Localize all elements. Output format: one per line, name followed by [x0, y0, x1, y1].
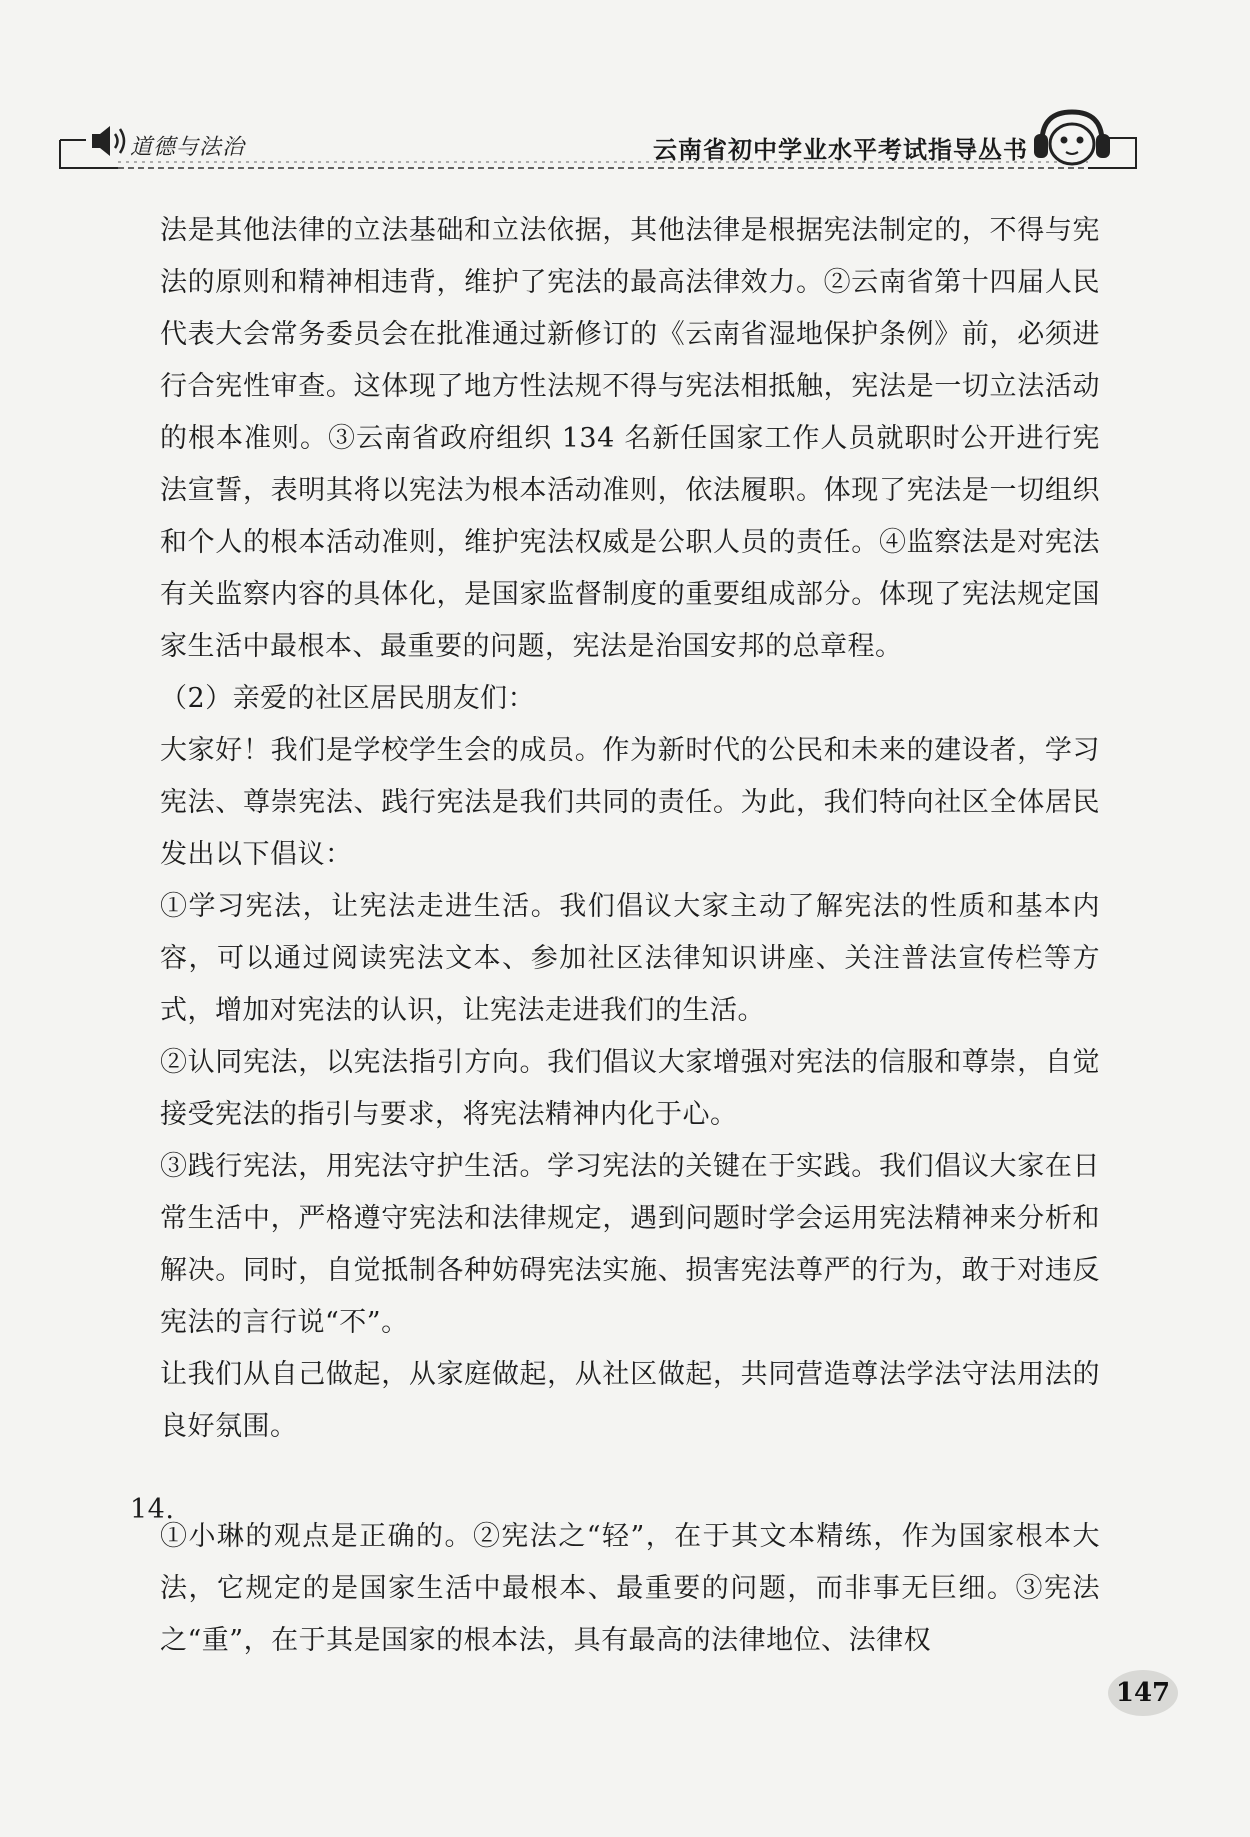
paragraph-letter-intro: 大家好！我们是学校学生会的成员。作为新时代的公民和未来的建设者，学习宪法、尊崇宪法、践行宪法是我们共同的责任。为此，我们特向社区全体居民发出以下倡议：	[160, 735, 1100, 870]
answer-content	[160, 205, 1100, 1453]
paragraph-proposal-2: ②认同宪法，以宪法指引方向。我们倡议大家增强对宪法的信服和尊崇，自觉接受宪法的指引与要求，将宪法精神内化于心。	[160, 1047, 1100, 1130]
page-number: 147	[1108, 1670, 1178, 1716]
headphone-mascot-icon	[1030, 108, 1114, 170]
paragraph-letter-closing: 让我们从自己做起，从家庭做起，从社区做起，共同营造尊法学法守法用法的良好氛围。	[160, 1359, 1100, 1442]
series-title: 云南省初中学业水平考试指导丛书	[653, 136, 1028, 164]
paragraph-proposal-1: ①学习宪法，让宪法走进生活。我们倡议大家主动了解宪法的性质和基本内容，可以通过阅读宪法文本、参加社区法律知识讲座、关注普法宣传栏等方式，增加对宪法的认识，让宪法走进我们的生活。	[160, 891, 1100, 1026]
paragraph-proposal-3: ③践行宪法，用宪法守护生活。学习宪法的关键在于实践。我们倡议大家在日常生活中，严格遵守宪法和法律规定，遇到问题时学会运用宪法精神来分析和解决。同时，自觉抵制各种妨碍宪法实施、损害宪法尊严的行为，敢于对违反宪法的言行说“不”。	[160, 1151, 1100, 1338]
paragraph-constitution-analysis: 法是其他法律的立法基础和立法依据，其他法律是根据宪法制定的，不得与宪法的原则和精神相违背，维护了宪法的最高法律效力。②云南省第十四届人民代表大会常务委员会在批准通过新修订的《云南省湿地保护条例》前，必须进行合宪性审查。这体现了地方性法规不得与宪法相抵触，宪法是一切立法活动的根本准则。③云南省政府组织 134 名新任国家工作人员就职时公开进行宪法宣誓，表明其将以宪法为根本活动准则，依法履职。体现了宪法是一切组织和个人的根本活动准则，维护宪法权威是公职人员的责任。④监察法是对宪法有关监察内容的具体化，是国家监督制度的重要组成部分。体现了宪法规定国家生活中最根本、最重要的问题，宪法是治国安邦的总章程。	[160, 215, 1100, 662]
speaker-icon	[90, 124, 130, 158]
subject-title: 道德与法治	[130, 135, 246, 160]
paragraph-letter-salutation: （2）亲爱的社区居民朋友们：	[160, 683, 536, 714]
question-14-answer: ①小琳的观点是正确的。②宪法之“轻”，在于其文本精练，作为国家根本大法，它规定的是国家生活中最根本、最重要的问题，而非事无巨细。③宪法之“重”，在于其是国家的根本法，具有最高的法律地位、法律权	[160, 1521, 1100, 1656]
page-header	[58, 112, 1138, 170]
question-14	[130, 1484, 1100, 1694]
question-number: 14.	[130, 1494, 175, 1525]
